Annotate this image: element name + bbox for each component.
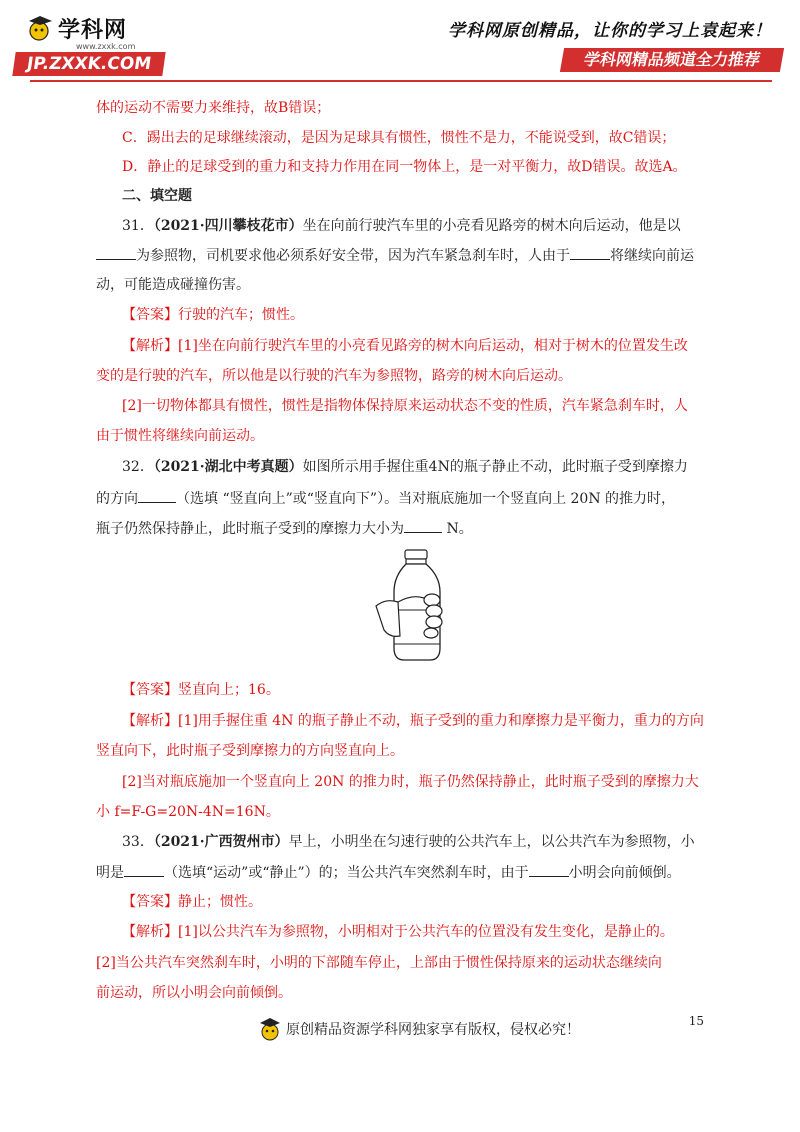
explanation-tag: 【解析】: [122, 338, 178, 354]
question-33-line1: [122, 832, 695, 852]
text-line: C．踢出去的足球继续滚动，是因为足球具有惯性，惯性不是力，不能说受到，故C错误；: [122, 130, 676, 146]
question-source: （2021·四川攀枝花市）: [153, 218, 303, 234]
answer-text: 行驶的汽车；惯性。: [178, 307, 304, 323]
question-32-line3: [96, 518, 473, 539]
header-divider: [30, 80, 772, 82]
section-title: 二、填空题: [122, 188, 192, 204]
question-33-line2: [96, 862, 681, 883]
question-number: 31．: [122, 218, 154, 234]
question-text: （选填 “竖直向上”或“竖直向下”）。当对瓶底施加一个竖直向上 20N 的推力时，: [176, 491, 676, 507]
answer-31: [122, 305, 304, 325]
explanation-text: 竖直向下，此时瓶子受到摩擦力的方向竖直向上。: [96, 743, 404, 759]
mascot-icon: [258, 1016, 282, 1042]
answer-tag: 【答案】: [122, 307, 178, 323]
question-number: 33．: [122, 834, 154, 850]
answer-tag: 【答案】: [122, 894, 178, 910]
question-number: 32．: [122, 459, 154, 475]
logo-domain: www.zxxk.com: [76, 42, 136, 51]
explanation-33-line1: [122, 922, 674, 942]
explanation-text: [2]当对瓶底施加一个竖直向上 20N 的推力时，瓶子仍然保持静止，此时瓶子受到的摩擦力大: [122, 774, 699, 790]
logo-url-banner: JP.ZXXK.COM: [12, 52, 165, 76]
answer-blank: [96, 245, 136, 260]
explanation-text: [1]以公共汽车为参照物，小明相对于公共汽车的位置没有发生变化，是静止的。: [178, 924, 674, 940]
question-text: 明是: [96, 865, 124, 881]
explanation-text: [1]用手握住重 4N 的瓶子静止不动，瓶子受到的重力和摩擦力是平衡力，重力的方向: [178, 713, 704, 729]
question-source: （2021·湖北中考真题）: [153, 459, 303, 475]
explanation-text: 由于惯性将继续向前运动。: [96, 428, 264, 444]
question-31-line3: 动，可能造成碰撞伤害。: [96, 277, 250, 293]
explanation-text: 变的是行驶的汽车，所以他是以行驶的汽车为参照物，路旁的树木向后运动。: [96, 368, 572, 384]
question-32-line2: [96, 488, 675, 509]
explanation-32-line1: [122, 711, 704, 731]
answer-text: 静止；惯性。: [178, 894, 262, 910]
question-text: 小明会向前倾倒。: [568, 865, 681, 881]
question-text: 坐在向前行驶汽车里的小亮看见路旁的树木向后运动，他是以: [302, 218, 681, 234]
answer-blank: [570, 245, 610, 260]
footer-copyright: [258, 1016, 580, 1042]
answer-blank: [404, 518, 442, 533]
question-32-line1: [122, 457, 688, 477]
explanation-tag: 【解析】: [122, 713, 178, 729]
question-text: 为参照物，司机要求他必须系好安全带，因为汽车紧急刹车时，人由于: [136, 248, 570, 264]
text-line: D．静止的足球受到的重力和支持力作用在同一物体上，是一对平衡力，故D错误。故选A。: [122, 159, 687, 175]
question-text: 如图所示用手握住重4N的瓶子静止不动，此时瓶子受到摩擦力: [302, 459, 688, 475]
logo-text: 学科网: [58, 17, 128, 43]
mascot-icon: [26, 13, 56, 43]
explanation-text: 小 f=F-G=20N-4N=16N。: [96, 804, 280, 820]
question-text: N。: [442, 521, 473, 537]
explanation-text: 前运动，所以小明会向前倾倒。: [96, 985, 292, 1001]
explanation-31-line1: [122, 336, 688, 356]
explanation-text: [2]一切物体都具有惯性，惯性是指物体保持原来运动状态不变的性质，汽车紧急刹车时，人: [122, 398, 688, 414]
question-31-line2: [96, 245, 694, 266]
question-text: 将继续向前运: [610, 248, 694, 264]
explanation-tag: 【解析】: [122, 924, 178, 940]
recommend-banner: 学科网精品频道全力推荐: [560, 48, 784, 72]
explanation-text: [2]当公共汽车突然刹车时，小明的下部随车停止，上部由于惯性保持原来的运动状态继续向: [96, 955, 662, 971]
site-logo: [14, 12, 164, 74]
answer-33: [122, 892, 262, 912]
copyright-text: 原创精品资源学科网独家享有版权，侵权必究！: [286, 1022, 580, 1038]
question-text: 的方向: [96, 491, 138, 507]
answer-blank: [138, 488, 176, 503]
text-line: 体的运动不需要力来维持，故B错误；: [96, 100, 331, 116]
header-slogan: 学科网原创精品，让你的学习上袁起来！: [448, 21, 772, 41]
question-text: （选填“运动”或“静止”）的；当公共汽车突然刹车时，由于: [164, 865, 529, 881]
page-number: 15: [688, 1014, 704, 1028]
question-31-line1: [122, 216, 681, 236]
question-text: 早上，小明坐在匀速行驶的公共汽车上，以公共汽车为参照物，小: [288, 834, 695, 850]
answer-32: [122, 680, 280, 700]
bottle-in-hand-figure: [372, 548, 460, 666]
explanation-text: [1]坐在向前行驶汽车里的小亮看见路旁的树木向后运动，相对于树木的位置发生改: [178, 338, 688, 354]
answer-blank: [124, 862, 164, 877]
answer-blank: [529, 862, 569, 877]
answer-tag: 【答案】: [122, 682, 178, 698]
question-text: 瓶子仍然保持静止，此时瓶子受到的摩擦力大小为: [96, 521, 404, 537]
question-source: （2021·广西贺州市）: [153, 834, 289, 850]
answer-text: 竖直向上；16。: [178, 682, 280, 698]
